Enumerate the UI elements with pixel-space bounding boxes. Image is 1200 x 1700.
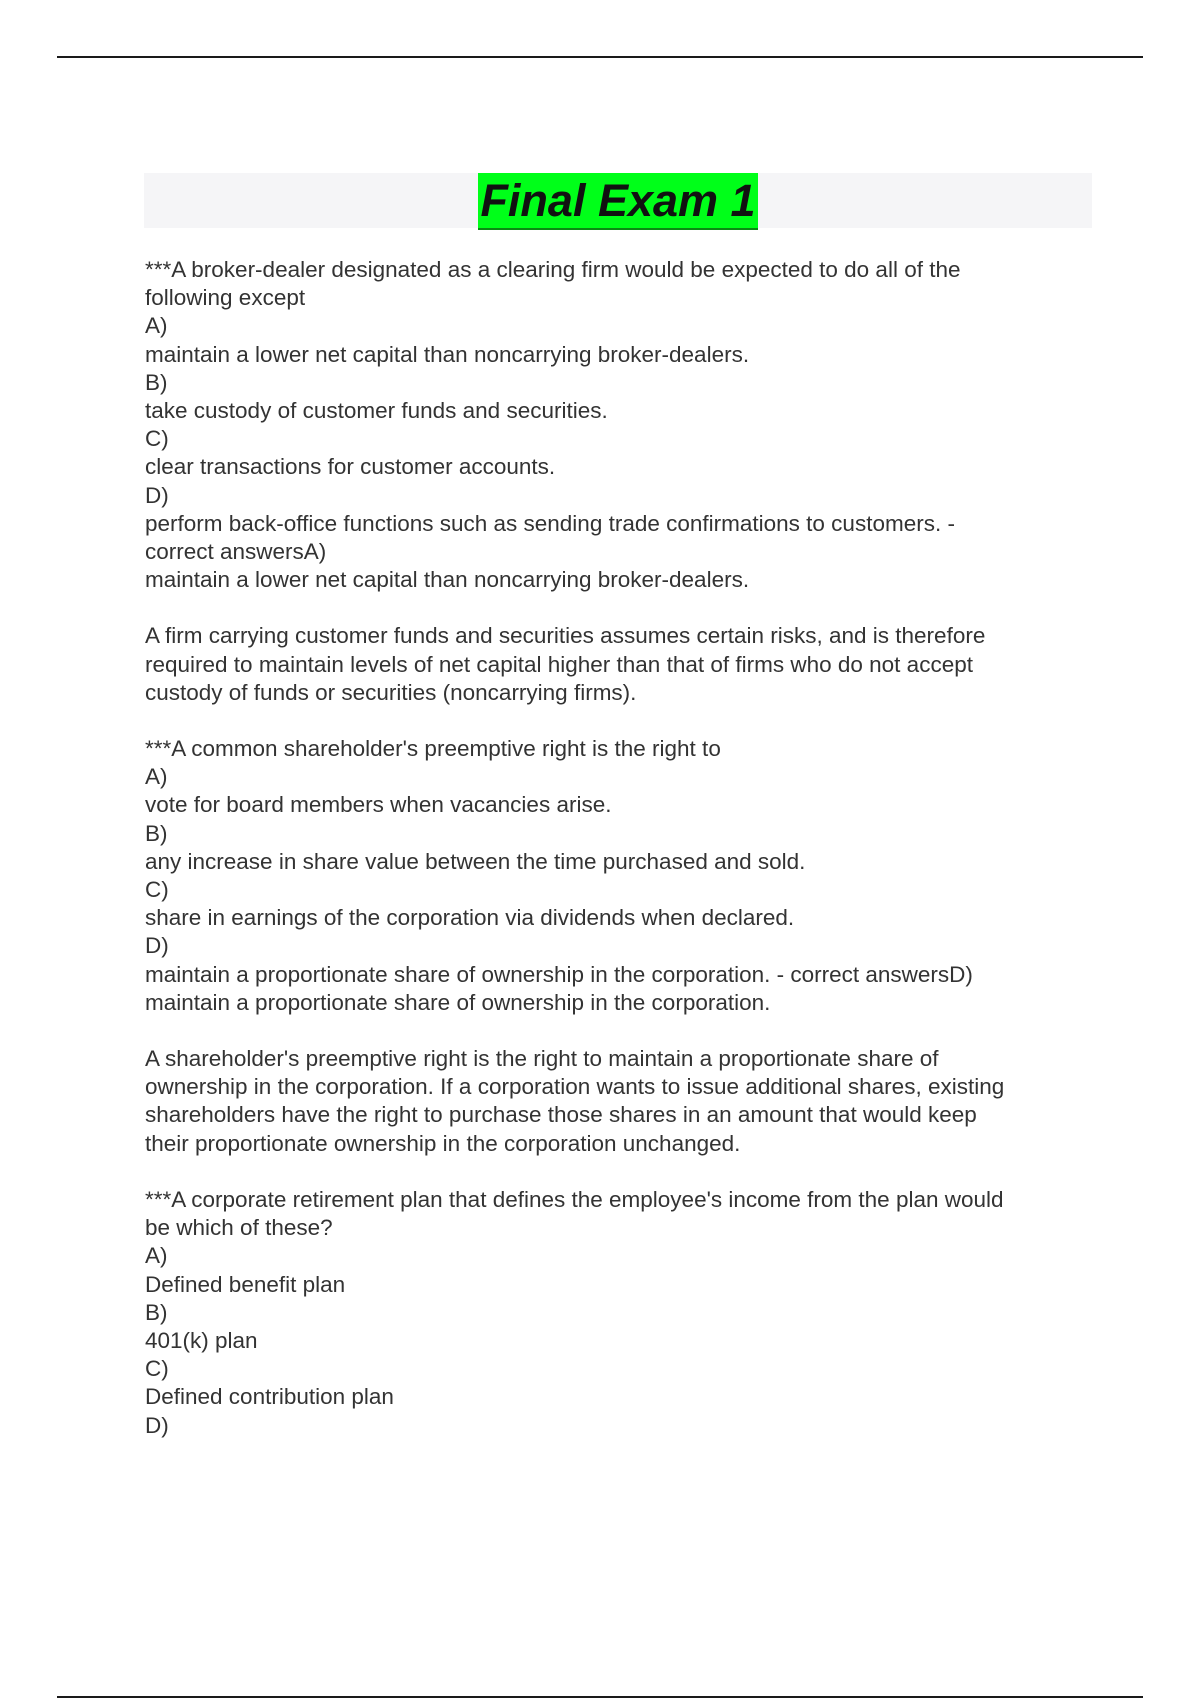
explanation-2: A shareholder's preemptive right is the right to maintain a proportionate share of ownership in the corporation. If a corporation wants to issue additional shares, existing shareholders have the right to purchase those shares in an amount that would keep their proportionate ownership in the corporation unchanged. [145, 1046, 1005, 1156]
page-title: Final Exam 1 [478, 173, 757, 230]
bottom-rule [57, 1696, 1143, 1698]
explanation-1: A firm carrying customer funds and securities assumes certain risks, and is therefore required to maintain levels of net capital higher than that of firms who do not accept custody of funds or securities (noncarrying firms). [145, 623, 986, 705]
top-rule [57, 56, 1143, 58]
question-3: ***A corporate retirement plan that defines the employee's income from the plan would be which of these? A) Defined benefit plan B) 401(k) plan C) Defined contribution plan D) [145, 1186, 1004, 1438]
title-band [144, 173, 1092, 228]
question-2: ***A common shareholder's preemptive right is the right to A) vote for board members when vacancies arise. B) any increase in share value between the time purchased and sold. C) share in earnings of the corporation via dividends when declared. D) maintain a proportionate share of ownership in the corporation. - correct answersD) maintain a proportionate share of ownership in the corporation. [145, 736, 973, 1015]
question-1: ***A broker-dealer designated as a clearing firm would be expected to do all of the following except A) maintain a lower net capital than noncarrying broker-dealers. B) take custody of customer funds and securities. C) clear transactions for customer accounts. D) perform back-office functions such as sending trade confirmations to customers. - correct answersA) maintain a lower net capital than noncarrying broker-dealers. [145, 257, 961, 593]
document-body [145, 256, 1090, 1440]
